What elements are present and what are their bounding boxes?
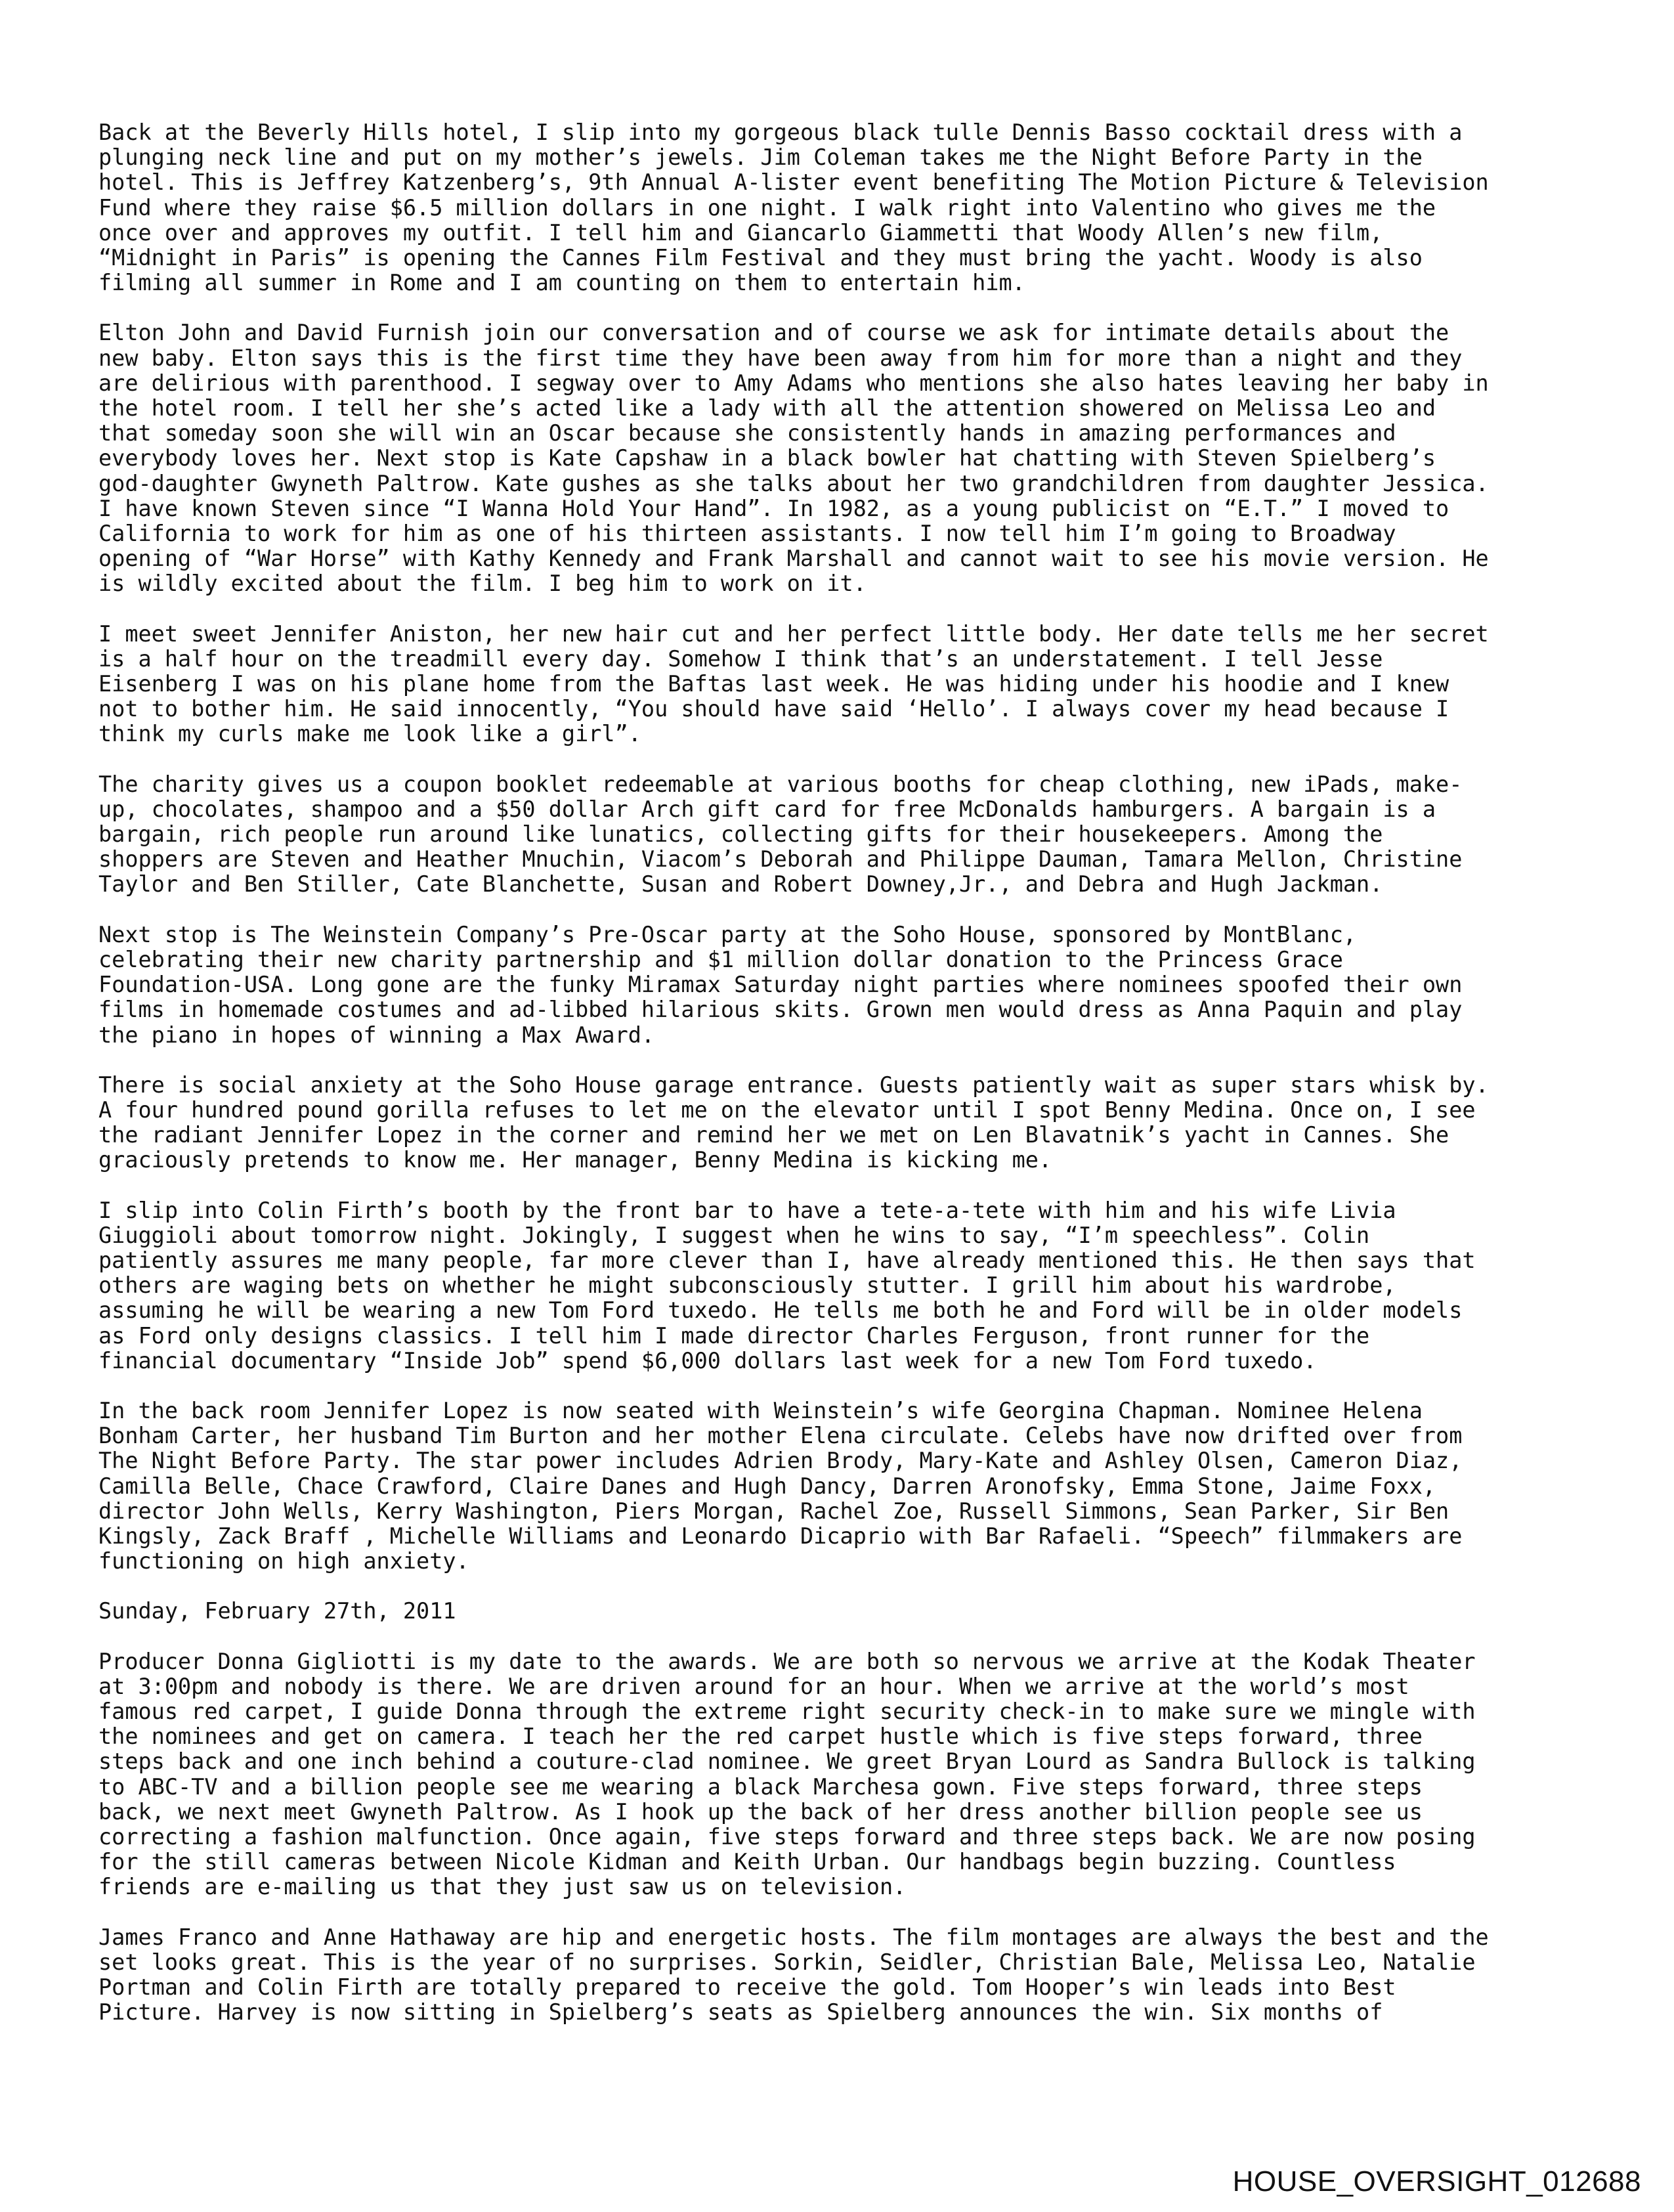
- paragraph-colin-firth: I slip into Colin Firth’s booth by the front bar to have a tete-a-tete with him and his wife Livia Giuggioli about tomorrow night. Jokingly, I suggest when he wins to say, “I’m speechless”. Colin patiently assures me many people, far more clever than I, have already mentioned this. He then says that others are waging bets on whether he might subconsciously stutter. I grill him about his wardrobe, assuming he will be wearing a new Tom Ford tuxedo. He tells me both he and Ford will be in older models as Ford only designs classics. I tell him I made director Charles Ferguson, front runner for the financial documentary “Inside Job” spend $6,000 dollars last week for a new Tom Ford tuxedo.: [98, 1197, 1476, 1374]
- paragraph-red-carpet: Producer Donna Gigliotti is my date to the awards. We are both so nervous we arrive at the Kodak Theater at 3:00pm and nobody is there. We are driven around for an hour. When we arrive at the world’s most famous red carpet, I guide Donna through the extreme right security check-in to make sure we mingle with the nominees and get on camera. I teach her the red carpet hustle which is five steps forward, three steps back and one inch behind a couture-clad nominee. We greet Bryan Lourd as Sandra Bullock is talking to ABC-TV and a billion people see me wearing a black Marchesa gown. Five steps forward, three steps back, we next meet Gwyneth Paltrow. As I hook up the back of her dress another billion people see us correcting a fashion malfunction. Once again, five steps forward and three steps back. We are now posing for the still cameras between Nicole Kidman and Keith Urban. Our handbags begin buzzing. Countless friends are e-mailing us that they just saw us on television.: [98, 1648, 1476, 1900]
- paragraph-jennifer-aniston: I meet sweet Jennifer Aniston, her new hair cut and her perfect little body. Her date tells me her secret is a half hour on the treadmill every day. Somehow I think that’s an understatement. I tell Jesse Eisenberg I was on his plane home from the Baftas last week. He was hiding under his hoodie and I knew not to bother him. He said innocently, “You should have said ‘Hello’. I always cover my head because I think my curls make me look like a girl”.: [98, 620, 1489, 747]
- paragraph-elton-john: Elton John and David Furnish join our conversation and of course we ask for intimate details about the new baby. Elton says this is the first time they have been away from him for more than a night and they are delirious with parenthood. I segway over to Amy Adams who mentions she also hates leaving her baby in the hotel room. I tell her she’s acted like a lady with all the attention showered on Melissa Leo and that someday soon she will win an Oscar because she consistently hands in amazing performances and everybody loves her. Next stop is Kate Capshaw in a black bowler hat chatting with Steven Spielberg’s god-daughter Gwyneth Paltrow. Kate gushes as she talks about her two grandchildren from daughter Jessica. I have known Steven since “I Wanna Hold Your Hand”. In 1982, as a young publicist on “E.T.” I moved to California to work for him as one of his thirteen assistants. I now tell him I’m going to Broadway opening of “War Horse” with Kathy Kennedy and Frank Marshall and cannot wait to see his movie version. He is wildly excited about the film. I beg him to work on it.: [98, 320, 1489, 597]
- paragraph-night-before-party: Back at the Beverly Hills hotel, I slip into my gorgeous black tulle Dennis Basso cocktail dress with a plunging neck line and put on my mother’s jewels. Jim Coleman takes me the Night Before Party in the hotel. This is Jeffrey Katzenberg’s, 9th Annual A-lister event benefiting The Motion Picture & Television Fund where they raise $6.5 million dollars in one night. I walk right into Valentino who gives me the once over and approves my outfit. I tell him and Giancarlo Giammetti that Woody Allen’s new film, “Midnight in Paris” is opening the Cannes Film Festival and they must bring the yacht. Woody is also filming all summer in Rome and I am counting on them to entertain him.: [98, 119, 1489, 296]
- paragraph-awards-show: James Franco and Anne Hathaway are hip and energetic hosts. The film montages are always the best and the set looks great. This is the year of no surprises. Sorkin, Seidler, Christian Bale, Melissa Leo, Natalie Portman and Colin Firth are totally prepared to receive the gold. Tom Hooper’s win leads into Best Picture. Harvey is now sitting in Spielberg’s seats as Spielberg announces the win. Six months of: [98, 1924, 1489, 2026]
- dateline: Sunday, February 27th, 2011: [98, 1598, 456, 1624]
- paragraph-back-room: In the back room Jennifer Lopez is now seated with Weinstein’s wife Georgina Chapman. Nominee Helena Bonham Carter, her husband Tim Burton and her mother Elena circulate. Celebs have now drifted over from The Night Before Party. The star power includes Adrien Brody, Mary-Kate and Ashley Olsen, Cameron Diaz, Camilla Belle, Chace Crawford, Claire Danes and Hugh Dancy, Darren Aronofsky, Emma Stone, Jaime Foxx, director John Wells, Kerry Washington, Piers Morgan, Rachel Zoe, Russell Simmons, Sean Parker, Sir Ben Kingsly, Zack Braff , Michelle Williams and Leonardo Dicaprio with Bar Rafaeli. “Speech” filmmakers are functioning on high anxiety.: [98, 1397, 1463, 1574]
- paragraph-charity-booklet: The charity gives us a coupon booklet redeemable at various booths for cheap clothing, new iPads, make- up, chocolates, shampoo and a $50 dollar Arch gift card for free McDonalds hamburgers. A bargain is a bargain, rich people run around like lunatics, collecting gifts for their housekeepers. Among the shoppers are Steven and Heather Mnuchin, Viacom’s Deborah and Philippe Dauman, Tamara Mellon, Christine Taylor and Ben Stiller, Cate Blanchette, Susan and Robert Downey,Jr., and Debra and Hugh Jackman.: [98, 771, 1463, 898]
- document-body: [98, 120, 1569, 2050]
- paragraph-soho-garage: There is social anxiety at the Soho House garage entrance. Guests patiently wait as super stars whisk by. A four hundred pound gorilla refuses to let me on the elevator until I spot Benny Medina. Once on, I see the radiant Jennifer Lopez in the corner and remind her we met on Len Blavatnik’s yacht in Cannes. She graciously pretends to know me. Her manager, Benny Medina is kicking me.: [98, 1072, 1489, 1173]
- paragraph-weinstein-party: Next stop is The Weinstein Company’s Pre-Oscar party at the Soho House, sponsored by MontBlanc, celebrating their new charity partnership and $1 million dollar donation to the Princess Grace Foundation-USA. Long gone are the funky Miramax Saturday night parties where nominees spoofed their own films in homemade costumes and ad-libbed hilarious skits. Grown men would dress as Anna Paquin and play the piano in hopes of winning a Max Award.: [98, 921, 1463, 1048]
- bates-stamp: HOUSE_OVERSIGHT_012688: [1232, 2165, 1641, 2198]
